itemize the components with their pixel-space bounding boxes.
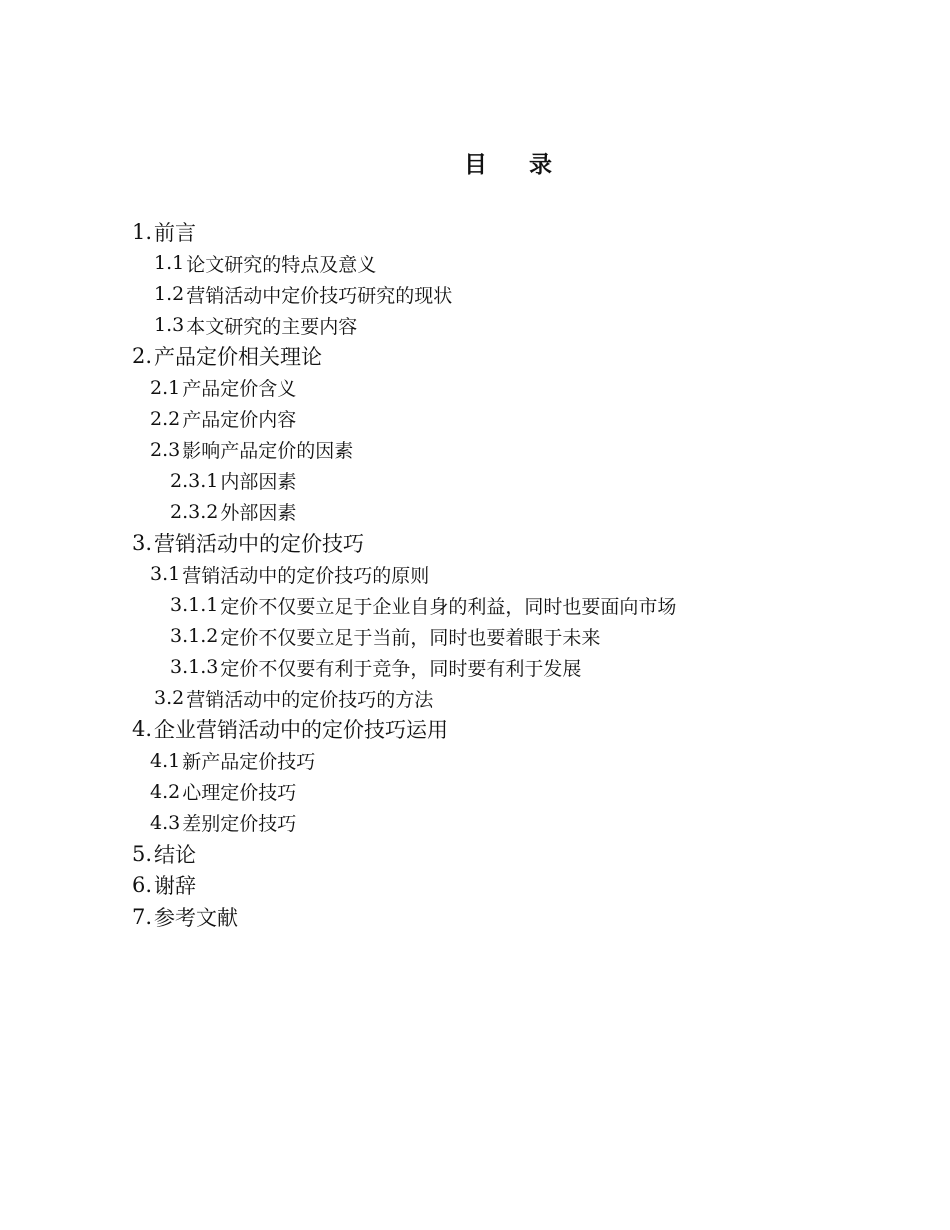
toc-entry-number: 3.1.1 <box>170 594 219 616</box>
toc-entry-number: 2.2 <box>150 407 181 430</box>
toc-entry-text: 营销活动中的定价技巧的方法 <box>186 688 434 711</box>
toc-entry-number: 4.2 <box>150 780 181 803</box>
toc-entry-number: 7. <box>132 904 153 929</box>
toc-entry[interactable] <box>0 559 676 590</box>
toc-entry-number: 5. <box>132 841 153 866</box>
toc-entry-text: 差别定价技巧 <box>182 813 297 835</box>
toc-entry-text: 企业营销活动中的定价技巧运用 <box>154 718 449 743</box>
toc-entry-text: 定价不仅要立足于当前，同时也要着眼于未来 <box>220 626 601 649</box>
toc-entry-text: 前言 <box>154 220 197 245</box>
toc-entry[interactable] <box>0 216 676 248</box>
toc-entry[interactable] <box>0 714 676 746</box>
toc-entry-text: 心理定价技巧 <box>182 782 297 804</box>
toc-entry[interactable] <box>0 434 676 465</box>
toc-entry-text: 谢辞 <box>154 874 197 899</box>
toc-entry-text: 营销活动中的定价技巧的原则 <box>182 564 430 587</box>
toc-entry-text: 产品定价内容 <box>182 409 297 431</box>
toc-list <box>0 216 676 933</box>
toc-entry-text: 外部因素 <box>220 502 297 524</box>
toc-entry-number: 4.1 <box>150 749 181 772</box>
toc-entry-number: 4. <box>132 717 153 742</box>
toc-entry-text: 本文研究的主要内容 <box>186 315 358 338</box>
toc-entry-number: 2.1 <box>150 376 181 399</box>
toc-entry-number: 3.1.3 <box>170 656 219 678</box>
toc-entry-text: 定价不仅要有利于竞争，同时要有利于发展 <box>220 657 582 680</box>
toc-entry-number: 1.2 <box>154 283 185 305</box>
toc-entry-text: 新产品定价技巧 <box>182 751 316 773</box>
toc-entry-number: 1.1 <box>154 252 185 274</box>
toc-entry-number: 6. <box>132 873 153 898</box>
toc-entry-number: 3. <box>132 530 153 555</box>
toc-entry[interactable] <box>0 683 676 714</box>
toc-entry-text: 营销活动中定价技巧研究的现状 <box>186 284 453 307</box>
toc-entry[interactable] <box>0 838 676 870</box>
toc-entry-text: 影响产品定价的因素 <box>182 440 354 462</box>
toc-entry-text: 营销活动中的定价技巧 <box>154 531 365 556</box>
toc-entry-number: 3.1.2 <box>170 625 219 647</box>
toc-entry[interactable] <box>0 279 676 310</box>
toc-entry-number: 2.3.1 <box>170 469 219 492</box>
toc-entry-text: 产品定价含义 <box>182 378 297 400</box>
toc-entry[interactable] <box>0 372 676 403</box>
toc-entry-text: 论文研究的特点及意义 <box>186 253 377 276</box>
toc-entry[interactable] <box>0 621 676 652</box>
toc-entry[interactable] <box>0 901 676 933</box>
toc-entry[interactable] <box>0 652 676 683</box>
toc-entry-text: 内部因素 <box>220 471 297 493</box>
toc-entry[interactable] <box>0 870 676 902</box>
toc-entry[interactable] <box>0 341 676 373</box>
toc-entry-number: 2.3.2 <box>170 500 219 523</box>
toc-entry[interactable] <box>0 527 676 559</box>
toc-entry-number: 3.2 <box>154 687 185 709</box>
toc-entry-text: 结论 <box>154 842 197 867</box>
toc-entry-number: 3.1 <box>150 563 181 585</box>
toc-entry-number: 4.3 <box>150 811 181 834</box>
toc-entry-number: 1. <box>132 219 153 244</box>
toc-entry-text: 定价不仅要立足于企业自身的利益，同时也要面向市场 <box>220 595 677 618</box>
toc-entry[interactable] <box>0 248 676 279</box>
toc-entry-number: 2.3 <box>150 438 181 461</box>
toc-entry[interactable] <box>0 776 676 807</box>
toc-entry[interactable] <box>0 310 676 341</box>
toc-entry[interactable] <box>0 403 676 434</box>
toc-entry[interactable] <box>0 590 676 621</box>
toc-entry-text: 参考文献 <box>154 905 239 930</box>
toc-entry[interactable] <box>0 496 676 527</box>
toc-entry[interactable] <box>0 465 676 496</box>
toc-entry[interactable] <box>0 745 676 776</box>
toc-title: 目 录 <box>463 152 555 178</box>
toc-entry[interactable] <box>0 807 676 838</box>
toc-entry-number: 1.3 <box>154 314 185 336</box>
toc-entry-number: 2. <box>132 344 153 369</box>
toc-entry-text: 产品定价相关理论 <box>154 345 323 370</box>
